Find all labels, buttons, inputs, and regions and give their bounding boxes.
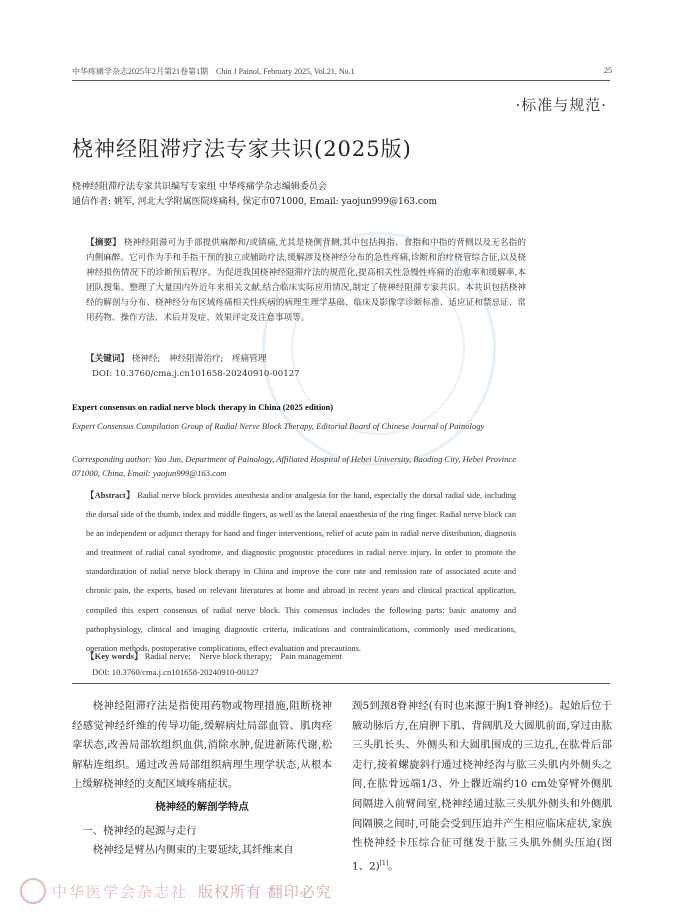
body-paragraph-right-end: 。 bbox=[388, 860, 399, 873]
english-abstract bbox=[86, 486, 516, 658]
subsection-heading: 一、桡神经的起源与走行 bbox=[82, 824, 197, 837]
english-keywords-label: 【Key words】 bbox=[86, 651, 143, 661]
publisher-emblem-icon bbox=[20, 878, 46, 904]
keywords-label: 【关键词】 bbox=[86, 354, 129, 364]
english-keywords-text: Radial nerve; Nerve block therapy; Pain management bbox=[144, 651, 342, 661]
english-abstract-text: Radial nerve block provides anesthesia and/or analgesia for the hand, especially the dorsal radial side, including the dorsal side of the thumb, index and middle fingers, as well as the lateral anaesthesia of the ring finger. Radial nerve block can be an independent or adjunct therapy for hand and finger interventions, relief of acute pain in radial nerve distribution, diagnosis and treatment of radial canal syndrome, and diagnostic prognostic procedures in radial nerve injury. In order to promote the standardization of radial nerve block therapy in China and improve the cure rate and remission rate of associated acute and chronic pain, the experts, based on relevant literatures at home and abroad in recent years and clinical practical application, compiled this expert consensus of radial nerve block. This consensus includes the following parts: basic anatomy and pathophysiology, clinical and imaging diagnostic criteria, indications and contraindications, commonly used medications, operation methods, postoperative complications, effect evaluation and precautions. bbox=[86, 491, 517, 653]
author-group: 桡神经阻滞疗法专家共识编写专家组 中华疼痛学杂志编辑委员会 bbox=[72, 182, 327, 192]
body-paragraph-right bbox=[352, 697, 612, 877]
english-doi: DOI: 10.3760/cma.j.cn101658-20240910-00127 bbox=[92, 667, 259, 677]
chinese-doi: DOI: 10.3760/cma.j.cn101658-20240910-00127 bbox=[92, 369, 300, 379]
english-keywords bbox=[86, 650, 342, 662]
publisher-logo bbox=[20, 878, 332, 904]
body-column-right bbox=[352, 697, 612, 877]
body-column-left bbox=[72, 697, 332, 861]
article-title: 桡神经阻滞疗法专家共识(2025版) bbox=[72, 137, 412, 161]
english-authors: Expert Consensus Compilation Group of Radial Nerve Block Therapy, Editorial Board of Chinese Journal of Painology bbox=[72, 421, 485, 431]
section-heading: 桡神经的解剖学特点 bbox=[155, 800, 249, 813]
publisher-name: 中华医学会杂志社 bbox=[52, 882, 189, 901]
english-title: Expert consensus on radial nerve block therapy in China (2025 edition) bbox=[72, 402, 334, 412]
english-abstract-label: 【Abstract】 bbox=[86, 491, 135, 500]
journal-citation: 中华疼痛学杂志2025年2月第21卷第1期 Chin J Painol, February 2025, Vol.21, No.1 bbox=[72, 67, 355, 76]
section-tag: ·标准与规范· bbox=[515, 96, 607, 114]
intro-paragraph: 桡神经阻滞疗法是指使用药物或物理措施,阻断桡神经感觉神经纤维的传导功能,缓解病灶局部血管、肌肉痉挛状态,改善局部软组织血供,消除水肿,促进新陈代谢,松解粘连组织。通过改善局部组织病理生理学状态,从根本上缓解桡神经的支配区域疼痛症状。 bbox=[72, 700, 332, 791]
chinese-abstract bbox=[86, 236, 526, 327]
citation-ref: [1] bbox=[379, 859, 389, 867]
keywords-text: 桡神经; 神经阻滞治疗; 疼痛管理 bbox=[131, 354, 267, 364]
abstract-rule bbox=[72, 683, 610, 684]
header-rule bbox=[72, 80, 610, 81]
abstract-text: 桡神经阻滞可为手部提供麻醉和/或镇痛,尤其是桡侧背侧,其中包括拇指、食指和中指的背侧以及无名指的内侧麻醉。它可作为手和手指干预的独立或辅助疗法,缓解涉及桡神经分布的急性疼痛,诊断和治疗桡管综合征,以及桡神经损伤情况下的诊断预后程序。为促进我国桡神经阻滞疗法的规范化,提高相关性急慢性疼痛的治愈率和缓解率,本团队搜集、整理了大量国内外近年来相关文献,结合临床实际应用情况,制定了桡神经阻滞专家共识。本共识包括桡神经的解剖与分布、桡神经分布区域疼痛相关性疾病的病理生理学基础、临床及影像学诊断标准、适应证和禁忌证、常用药物、操作方法、术后并发症、效果评定及注意事项等。 bbox=[86, 238, 526, 324]
chinese-keywords bbox=[86, 352, 266, 364]
body-paragraph-right-text: 颈5到颈8脊神经(有时也来源于胸1脊神经)。起始后位于腋动脉后方,在肩胛下肌、背阔肌及大圆肌前面,穿过由肱三头肌长头、外侧头和大圆肌围成的三边孔,在肱骨后部走行,接着螺旋斜行通过桡神经沟与肱三头肌内外侧头之间,在肱骨远端1/3、外上髁近端约10 cm处穿臂外侧肌间隔进入前臂间室,桡神经通过肱三头肌外侧头和外侧肌间隔膜之间时,可能会受到压迫并产生相应临床症状,家族性桡神经卡压综合征可继发于肱三头肌外侧头压迫(图1、2) bbox=[352, 700, 612, 873]
author-block bbox=[72, 180, 612, 210]
english-corresponding: Corresponding author: Yao Jun, Department of Painology, Affiliated Hospital of Hebei University, Baoding City, Hebei Province 071000, China, Email: yaojun999@163.com bbox=[72, 454, 517, 478]
body-paragraph-left: 桡神经是臂丛内侧束的主要延续,其纤维来自 bbox=[92, 844, 294, 857]
abstract-label: 【摘要】 bbox=[86, 238, 121, 248]
running-header bbox=[72, 66, 612, 77]
page-number: 25 bbox=[604, 66, 612, 75]
copyright-notice: 版权所有 翻印必究 bbox=[198, 882, 332, 901]
corresponding-author: 通信作者: 姚军, 河北大学附属医院疼痛科, 保定市071000, Email: yaojun999@163.com bbox=[72, 197, 437, 207]
